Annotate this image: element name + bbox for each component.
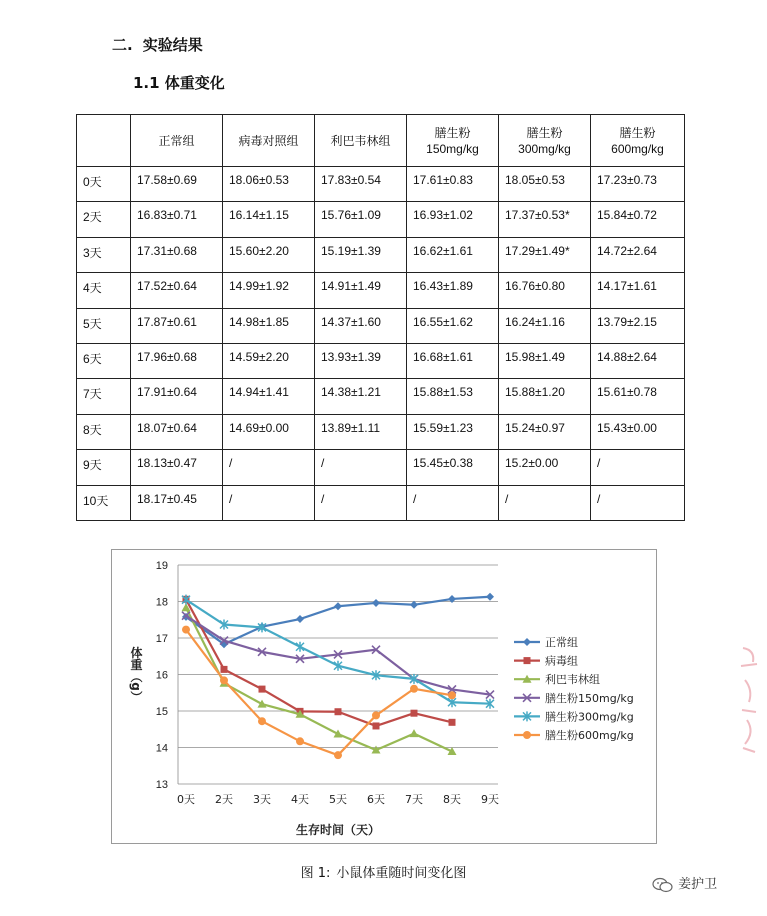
row-day-label: 10天 — [77, 485, 131, 520]
legend-label: 病毒组 — [545, 654, 578, 668]
table-cell: 14.37±1.60 — [315, 308, 407, 343]
table-row — [77, 237, 685, 272]
table-cell: 14.72±2.64 — [591, 237, 685, 272]
weight-chart — [111, 549, 657, 844]
legend-label: 膳生粉150mg/kg — [545, 691, 634, 705]
y-tick-label: 19 — [155, 560, 168, 572]
data-point — [182, 626, 190, 634]
y-tick-label: 13 — [155, 779, 168, 791]
row-day-label: 6天 — [77, 343, 131, 378]
x-tick-label: 3天 — [253, 793, 271, 806]
x-tick-label: 6天 — [367, 793, 385, 806]
table-cell: 15.19±1.39 — [315, 237, 407, 272]
table-cell: 17.83±0.54 — [315, 167, 407, 202]
caption-label: 图 1: — [300, 866, 331, 881]
table-header-cell: 膳生粉 150mg/kg — [407, 115, 499, 167]
table-cell: 15.84±0.72 — [591, 202, 685, 237]
data-point — [334, 602, 342, 610]
table-row — [77, 485, 685, 520]
table-row — [77, 273, 685, 308]
table-row — [77, 379, 685, 414]
table-cell: 15.98±1.49 — [499, 343, 591, 378]
y-tick-label: 18 — [155, 596, 168, 609]
x-tick-label: 0天 — [177, 793, 195, 806]
table-cell: 16.55±1.62 — [407, 308, 499, 343]
table-row — [77, 308, 685, 343]
table-cell: 18.07±0.64 — [131, 414, 223, 449]
red-stamp-mark — [737, 640, 761, 760]
legend-marker — [524, 657, 531, 664]
data-point — [373, 722, 380, 729]
table-cell: / — [315, 485, 407, 520]
table-cell: 18.17±0.45 — [131, 485, 223, 520]
table-cell: 15.60±2.20 — [223, 237, 315, 272]
table-row — [77, 167, 685, 202]
legend-label: 膳生粉600mg/kg — [545, 729, 634, 742]
data-point — [449, 719, 456, 726]
wechat-icon — [652, 877, 674, 893]
y-tick-label: 15 — [155, 706, 168, 718]
table-row — [77, 450, 685, 485]
table-cell: 17.23±0.73 — [591, 167, 685, 202]
legend-marker — [523, 638, 531, 646]
row-day-label: 0天 — [77, 167, 131, 202]
table-header-cell: 膳生粉 600mg/kg — [591, 115, 685, 167]
x-tick-label: 4天 — [291, 793, 309, 806]
data-point — [220, 676, 228, 684]
data-point — [372, 711, 380, 719]
table-row — [77, 343, 685, 378]
row-day-label: 9天 — [77, 450, 131, 485]
table-cell: / — [499, 485, 591, 520]
table-header-cell: 病毒对照组 — [223, 115, 315, 167]
x-tick-label: 7天 — [405, 793, 423, 806]
table-header-cell — [77, 115, 131, 167]
legend-label: 正常组 — [545, 636, 578, 649]
table-cell: 16.83±0.71 — [131, 202, 223, 237]
table-cell: 14.94±1.41 — [223, 379, 315, 414]
data-point — [448, 691, 456, 699]
legend-marker — [523, 731, 531, 739]
table-cell: 16.76±0.80 — [499, 273, 591, 308]
table-cell: 14.99±1.92 — [223, 273, 315, 308]
table-cell: 14.91±1.49 — [315, 273, 407, 308]
row-day-label: 8天 — [77, 414, 131, 449]
table-header-cell: 正常组 — [131, 115, 223, 167]
table-cell: 14.69±0.00 — [223, 414, 315, 449]
table-cell: 17.91±0.64 — [131, 379, 223, 414]
table-cell: 15.76±1.09 — [315, 202, 407, 237]
table-cell: / — [315, 450, 407, 485]
table-cell: 18.06±0.53 — [223, 167, 315, 202]
row-day-label: 4天 — [77, 273, 131, 308]
table-cell: 14.98±1.85 — [223, 308, 315, 343]
table-cell: 14.17±1.61 — [591, 273, 685, 308]
row-day-label: 7天 — [77, 379, 131, 414]
subsection-heading: 1.1 体重变化 — [133, 74, 225, 92]
weight-table — [76, 114, 685, 521]
table-cell: 15.61±0.78 — [591, 379, 685, 414]
data-point — [410, 601, 418, 609]
table-cell: 16.68±1.61 — [407, 343, 499, 378]
table-cell: 16.93±1.02 — [407, 202, 499, 237]
table-cell: 14.59±2.20 — [223, 343, 315, 378]
row-day-label: 3天 — [77, 237, 131, 272]
data-point — [372, 599, 380, 607]
table-cell: 17.29±1.49* — [499, 237, 591, 272]
weight-line-chart — [112, 550, 656, 843]
section-heading — [112, 34, 203, 55]
section-title: 实验结果 — [142, 36, 203, 54]
x-tick-label: 8天 — [443, 793, 461, 806]
x-tick-label: 2天 — [215, 793, 233, 806]
table-cell: 15.45±0.38 — [407, 450, 499, 485]
table-body — [77, 167, 685, 521]
table-cell: 16.43±1.89 — [407, 273, 499, 308]
table-header-cell: 利巴韦林组 — [315, 115, 407, 167]
table-cell: 13.89±1.11 — [315, 414, 407, 449]
table-cell: / — [591, 450, 685, 485]
caption-text: 小鼠体重随时间变化图 — [336, 866, 467, 881]
table-cell: 17.31±0.68 — [131, 237, 223, 272]
data-point — [410, 729, 419, 737]
data-point — [334, 751, 342, 759]
table-cell: 17.37±0.53* — [499, 202, 591, 237]
x-tick-label: 9天 — [481, 793, 499, 806]
table-cell: 18.05±0.53 — [499, 167, 591, 202]
data-point — [258, 717, 266, 725]
data-point — [296, 737, 304, 745]
table-cell: 16.62±1.61 — [407, 237, 499, 272]
data-point — [296, 615, 304, 623]
table-cell: 15.24±0.97 — [499, 414, 591, 449]
data-point — [259, 686, 266, 693]
table-cell: 17.52±0.64 — [131, 273, 223, 308]
x-axis-label: 生存时间（天） — [295, 823, 381, 837]
table-cell: 17.96±0.68 — [131, 343, 223, 378]
table-cell: / — [591, 485, 685, 520]
watermark — [652, 873, 717, 893]
table-cell: 15.43±0.00 — [591, 414, 685, 449]
data-point — [221, 666, 228, 673]
y-axis-label: 体重（g） — [129, 646, 143, 703]
table-cell: 15.88±1.20 — [499, 379, 591, 414]
y-tick-label: 16 — [155, 669, 168, 682]
table-cell: / — [223, 450, 315, 485]
row-day-label: 2天 — [77, 202, 131, 237]
legend-label: 利巴韦林组 — [545, 673, 600, 687]
series-line — [186, 599, 452, 726]
legend-label: 膳生粉300mg/kg — [545, 710, 634, 724]
data-point — [410, 685, 418, 693]
table-header-row — [77, 115, 685, 167]
table-cell: 18.13±0.47 — [131, 450, 223, 485]
data-point — [335, 708, 342, 715]
data-point — [296, 642, 304, 652]
y-tick-label: 14 — [155, 742, 168, 755]
table-cell: 17.58±0.69 — [131, 167, 223, 202]
table-row — [77, 414, 685, 449]
watermark-text: 姜护卫 — [678, 877, 718, 892]
table-cell: 14.38±1.21 — [315, 379, 407, 414]
table-cell: / — [407, 485, 499, 520]
x-tick-label: 5天 — [329, 793, 347, 806]
table-cell: 15.88±1.53 — [407, 379, 499, 414]
data-point — [411, 710, 418, 717]
table-cell: 17.87±0.61 — [131, 308, 223, 343]
table-header-cell: 膳生粉 300mg/kg — [499, 115, 591, 167]
table-cell: 14.88±2.64 — [591, 343, 685, 378]
table-cell: 13.93±1.39 — [315, 343, 407, 378]
table-cell: 17.61±0.83 — [407, 167, 499, 202]
table-cell: 15.59±1.23 — [407, 414, 499, 449]
y-tick-label: 17 — [155, 633, 168, 645]
data-point — [486, 593, 494, 601]
table-cell: 16.24±1.16 — [499, 308, 591, 343]
table-cell: 13.79±2.15 — [591, 308, 685, 343]
row-day-label: 5天 — [77, 308, 131, 343]
table-row — [77, 202, 685, 237]
table-cell: / — [223, 485, 315, 520]
table-cell: 15.2±0.00 — [499, 450, 591, 485]
section-number: 二. — [112, 36, 133, 54]
table-cell: 16.14±1.15 — [223, 202, 315, 237]
